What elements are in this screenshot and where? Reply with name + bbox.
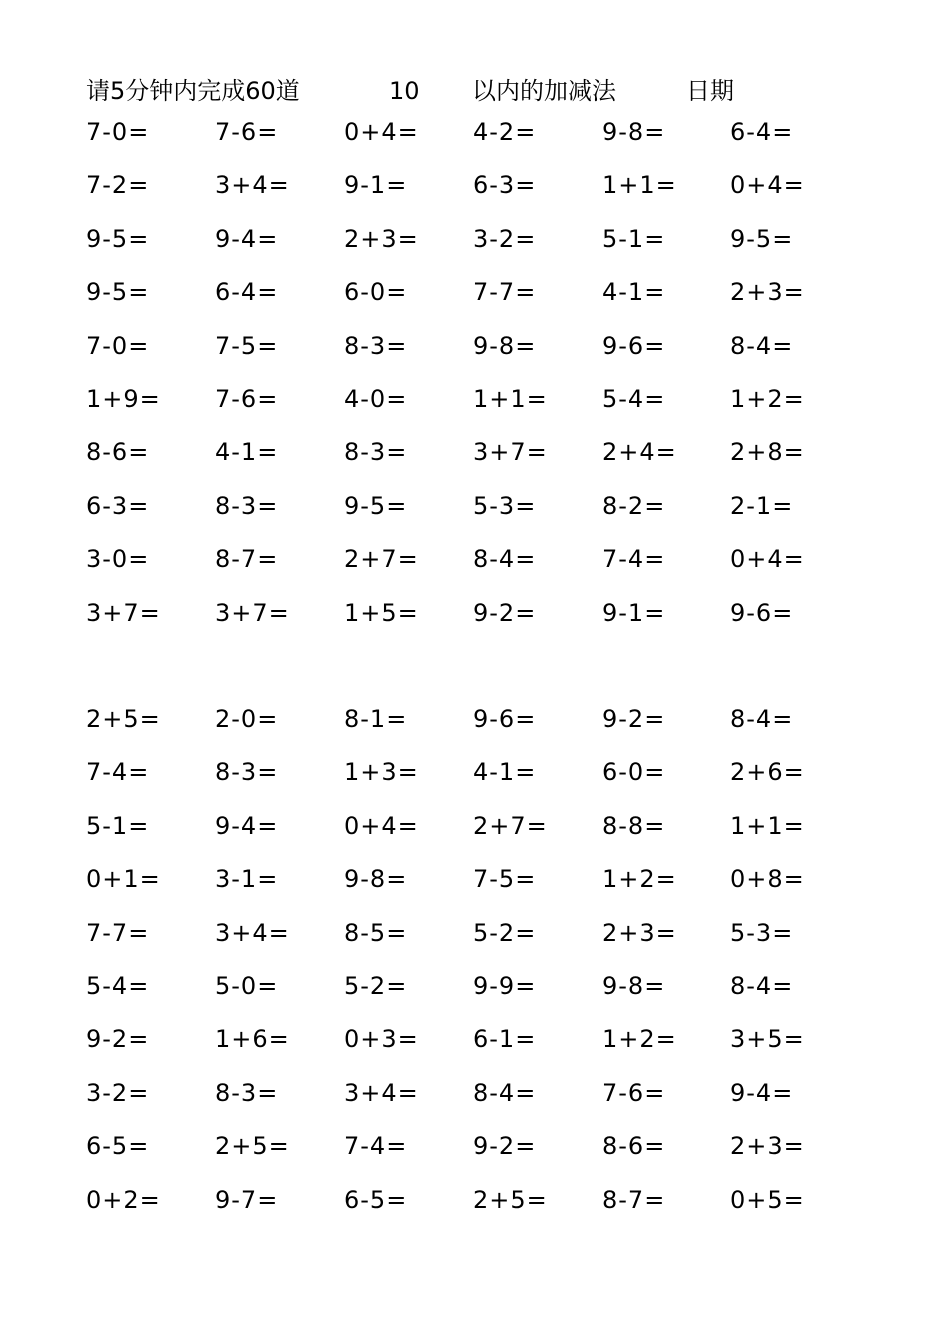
math-problem: 5-0= <box>215 971 279 1000</box>
math-problem: 7-4= <box>86 758 150 787</box>
problem-row <box>86 1126 866 1179</box>
math-problem: 8-7= <box>602 1185 666 1214</box>
math-problem: 0+3= <box>344 1025 419 1054</box>
math-problem: 9-6= <box>730 598 794 627</box>
math-problem: 0+4= <box>344 118 419 146</box>
problem-row <box>86 272 866 325</box>
problem-row <box>86 1180 866 1233</box>
math-problem: 9-5= <box>730 224 794 253</box>
problem-row <box>86 913 866 966</box>
math-problem: 3-1= <box>215 865 279 894</box>
math-problem: 2+5= <box>86 705 161 733</box>
math-problem: 4-2= <box>473 118 537 146</box>
instruction-text: 请5分钟内完成60道 <box>86 77 300 105</box>
math-problem: 9-6= <box>602 331 666 360</box>
math-problem: 6-4= <box>730 118 794 146</box>
math-problem: 7-4= <box>602 545 666 574</box>
math-problem: 9-8= <box>602 118 666 146</box>
math-problem: 5-1= <box>86 811 150 840</box>
math-problem: 2+7= <box>473 811 548 840</box>
math-problem: 7-7= <box>86 918 150 947</box>
math-problem: 7-6= <box>215 384 279 413</box>
math-problem: 3+4= <box>215 171 290 200</box>
math-problem: 9-1= <box>602 598 666 627</box>
math-problem: 9-5= <box>344 491 408 520</box>
problem-row <box>86 219 866 272</box>
math-problem: 3+7= <box>86 598 161 627</box>
math-problem: 8-1= <box>344 705 408 733</box>
problem-row <box>86 112 866 165</box>
math-problem: 9-6= <box>473 705 537 733</box>
math-problem: 8-7= <box>215 545 279 574</box>
math-problem: 7-6= <box>215 118 279 146</box>
math-problem: 2-0= <box>215 705 279 733</box>
math-problem: 8-4= <box>730 331 794 360</box>
math-problem: 7-5= <box>215 331 279 360</box>
math-problem: 7-6= <box>602 1078 666 1107</box>
math-problem: 9-2= <box>602 705 666 733</box>
problem-row <box>86 432 866 485</box>
math-problem: 3-2= <box>473 224 537 253</box>
math-problem: 5-2= <box>473 918 537 947</box>
math-problem: 1+2= <box>602 865 677 894</box>
math-problem: 1+1= <box>473 384 548 413</box>
math-problem: 0+5= <box>730 1185 805 1214</box>
math-problem: 4-1= <box>215 438 279 467</box>
math-problem: 2+5= <box>473 1185 548 1214</box>
math-problem: 9-4= <box>215 224 279 253</box>
math-problem: 7-0= <box>86 331 150 360</box>
math-problem: 9-2= <box>473 598 537 627</box>
math-problem: 0+2= <box>86 1185 161 1214</box>
math-problem: 9-4= <box>215 811 279 840</box>
math-problem: 8-4= <box>730 705 794 733</box>
math-problem: 3-0= <box>86 545 150 574</box>
math-problem: 8-5= <box>344 918 408 947</box>
math-problem: 8-6= <box>602 1132 666 1161</box>
math-problem: 8-3= <box>215 1078 279 1107</box>
problem-row <box>86 539 866 592</box>
math-problem: 9-9= <box>473 971 537 1000</box>
math-problem: 8-3= <box>344 438 408 467</box>
math-problem: 4-1= <box>473 758 537 787</box>
math-problem: 8-3= <box>344 331 408 360</box>
math-problem: 7-7= <box>473 278 537 307</box>
math-problem: 8-3= <box>215 758 279 787</box>
problem-block-1 <box>86 112 866 646</box>
math-problem: 1+1= <box>730 811 805 840</box>
math-problem: 5-4= <box>602 384 666 413</box>
problem-row <box>86 593 866 646</box>
math-problem: 3+4= <box>215 918 290 947</box>
math-problem: 1+1= <box>602 171 677 200</box>
math-problem: 7-2= <box>86 171 150 200</box>
math-problem: 2+3= <box>730 1132 805 1161</box>
math-problem: 9-7= <box>215 1185 279 1214</box>
math-problem: 1+2= <box>730 384 805 413</box>
math-problem: 5-3= <box>730 918 794 947</box>
math-problem: 0+1= <box>86 865 161 894</box>
math-problem: 6-4= <box>215 278 279 307</box>
math-problem: 9-4= <box>730 1078 794 1107</box>
problem-row <box>86 165 866 218</box>
math-problem: 4-1= <box>602 278 666 307</box>
math-problem: 9-2= <box>473 1132 537 1161</box>
problem-row <box>86 486 866 539</box>
math-problem: 9-5= <box>86 224 150 253</box>
math-problem: 8-4= <box>473 545 537 574</box>
problem-row <box>86 379 866 432</box>
math-problem: 9-8= <box>602 971 666 1000</box>
math-problem: 9-1= <box>344 171 408 200</box>
math-problem: 1+3= <box>344 758 419 787</box>
math-problem: 9-8= <box>344 865 408 894</box>
math-problem: 7-0= <box>86 118 150 146</box>
math-problem: 3+7= <box>215 598 290 627</box>
math-problem: 3+4= <box>344 1078 419 1107</box>
date-label: 日期 <box>686 77 734 105</box>
math-problem: 7-4= <box>344 1132 408 1161</box>
math-problem: 5-1= <box>602 224 666 253</box>
math-problem: 2+6= <box>730 758 805 787</box>
math-problem: 8-6= <box>86 438 150 467</box>
math-problem: 2+3= <box>602 918 677 947</box>
math-problem: 8-3= <box>215 491 279 520</box>
math-problem: 6-3= <box>86 491 150 520</box>
math-problem: 5-2= <box>344 971 408 1000</box>
topic-text: 以内的加减法 <box>472 77 616 105</box>
math-problem: 0+4= <box>730 545 805 574</box>
math-problem: 1+9= <box>86 384 161 413</box>
math-problem: 0+8= <box>730 865 805 894</box>
math-problem: 6-1= <box>473 1025 537 1054</box>
math-problem: 8-4= <box>473 1078 537 1107</box>
math-problem: 6-5= <box>344 1185 408 1214</box>
math-problem: 1+2= <box>602 1025 677 1054</box>
problem-row <box>86 752 866 805</box>
worksheet-header <box>0 74 950 108</box>
math-problem: 1+5= <box>344 598 419 627</box>
math-problem: 6-5= <box>86 1132 150 1161</box>
number-range-text: 10 <box>389 77 420 105</box>
math-problem: 6-0= <box>344 278 408 307</box>
math-problem: 8-4= <box>730 971 794 1000</box>
math-problem: 1+6= <box>215 1025 290 1054</box>
math-problem: 0+4= <box>730 171 805 200</box>
problem-block-2 <box>86 699 866 1233</box>
math-problem: 3-2= <box>86 1078 150 1107</box>
math-problem: 9-5= <box>86 278 150 307</box>
math-problem: 9-2= <box>86 1025 150 1054</box>
math-problem: 2+4= <box>602 438 677 467</box>
math-problem: 3+5= <box>730 1025 805 1054</box>
math-problem: 8-2= <box>602 491 666 520</box>
math-problem: 7-5= <box>473 865 537 894</box>
math-problem: 9-8= <box>473 331 537 360</box>
problem-row <box>86 1073 866 1126</box>
problem-row <box>86 966 866 1019</box>
math-problem: 2-1= <box>730 491 794 520</box>
math-problem: 2+5= <box>215 1132 290 1161</box>
math-problem: 3+7= <box>473 438 548 467</box>
problem-row <box>86 859 866 912</box>
math-problem: 6-3= <box>473 171 537 200</box>
math-problem: 8-8= <box>602 811 666 840</box>
problem-row <box>86 806 866 859</box>
math-problem: 5-4= <box>86 971 150 1000</box>
math-problem: 4-0= <box>344 384 408 413</box>
math-problem: 2+3= <box>730 278 805 307</box>
math-problem: 5-3= <box>473 491 537 520</box>
problem-row <box>86 326 866 379</box>
math-problem: 0+4= <box>344 811 419 840</box>
math-problem: 6-0= <box>602 758 666 787</box>
math-problem: 2+8= <box>730 438 805 467</box>
math-problem: 2+3= <box>344 224 419 253</box>
math-problem: 2+7= <box>344 545 419 574</box>
problem-row <box>86 699 866 752</box>
problem-row <box>86 1019 866 1072</box>
